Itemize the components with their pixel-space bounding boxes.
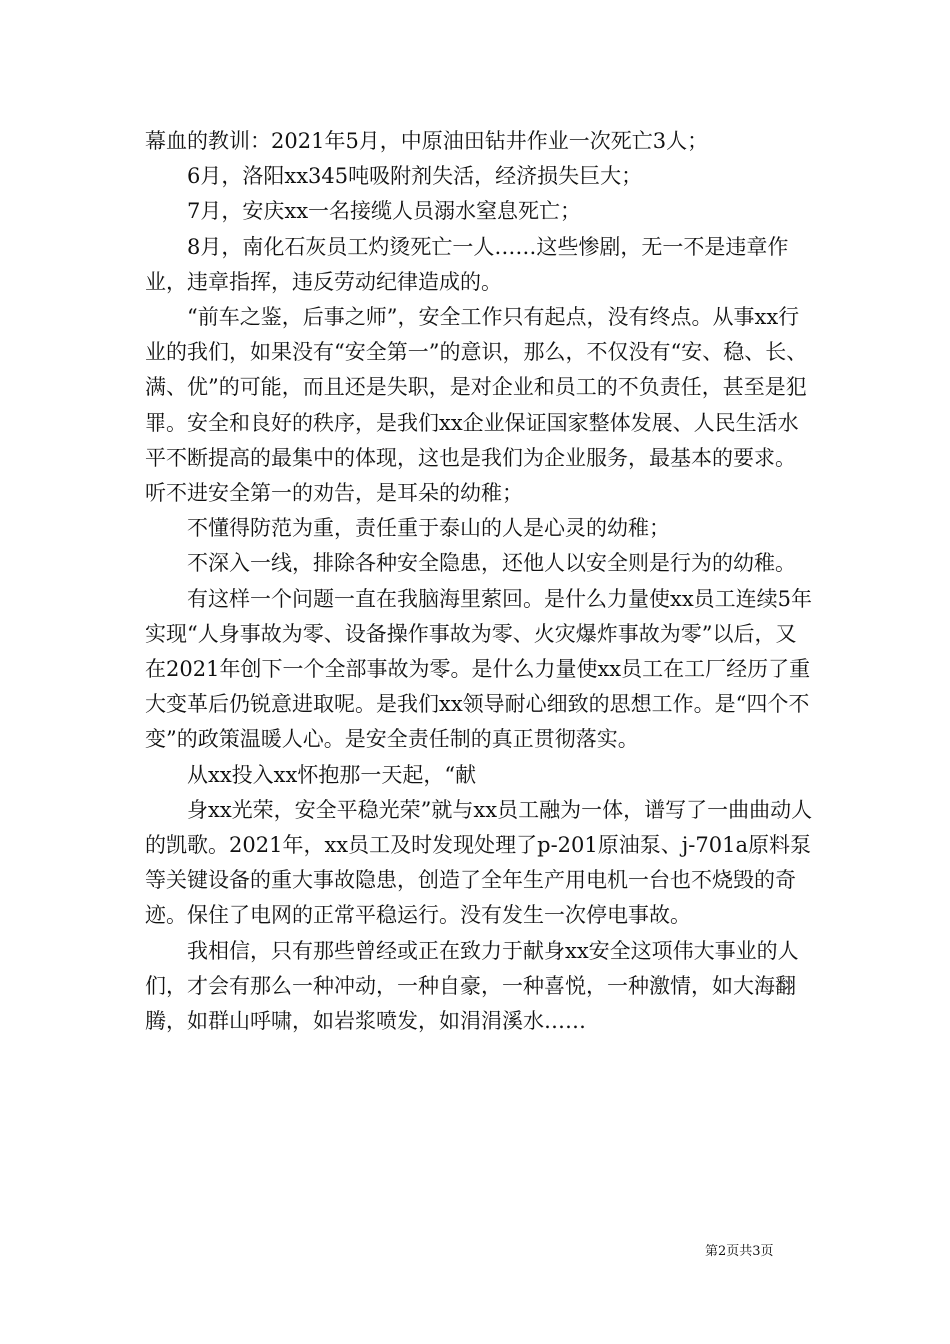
document-body bbox=[145, 124, 815, 1039]
paragraph-3: 7月，安庆xx一名接缆人员溺水窒息死亡； bbox=[187, 199, 582, 224]
paragraph-8: 有这样一个问题一直在我脑海里萦回。是什么力量使xx员工连续5年实现“人身事故为零、设备操作事故为零、火灾爆炸事故为零”以后，又在2021年创下一个全部事故为零。是什么力量使xx员工在工厂经历了重大变革后仍锐意进取呢。是我们xx领导耐心细致的思想工作。是“四个不变”的政策温暖人心。是安全责任制的真正贯彻落实。 bbox=[145, 586, 813, 752]
page-number-footer: 第2页共3页 bbox=[705, 1244, 774, 1259]
paragraph-5: “前车之鉴，后事之师”，安全工作只有起点，没有终点。从事xx行业的我们，如果没有“安全第一”的意识，那么，不仅没有“安、稳、长、满、优”的可能，而且还是失职，是对企业和员工的不负责任，甚至是犯罪。安全和良好的秩序，是我们xx企业保证国家整体发展、人民生活水平不断提高的最集中的体现，这也是我们为企业服务，最基本的要求。听不进安全第一的劝告，是耳朵的幼稚； bbox=[145, 305, 808, 506]
paragraph-2: 6月，洛阳xx345吨吸附剂失活，经济损失巨大； bbox=[187, 164, 643, 189]
paragraph-6: 不懂得防范为重，责任重于泰山的人是心灵的幼稚； bbox=[187, 516, 670, 541]
paragraph-7: 不深入一线，排除各种安全隐患，还他人以安全则是行为的幼稚。 bbox=[187, 551, 796, 576]
paragraph-11: 我相信，只有那些曾经或正在致力于献身xx安全这项伟大事业的人们，才会有那么一种冲动，一种自豪，一种喜悦，一种激情，如大海翻腾，如群山呼啸，如岩浆喷发，如涓涓溪水…… bbox=[145, 938, 799, 1034]
paragraph-9: 从xx投入xx怀抱那一天起，“献 bbox=[187, 762, 477, 787]
paragraph-10: 身xx光荣，安全平稳光荣”就与xx员工融为一体，谱写了一曲曲动人的凯歌。2021年，xx员工及时发现处理了p-201原油泵、j-701a原料泵等关键设备的重大事故隐患，创造了全年生产用电机一台也不烧毁的奇迹。保住了电网的正常平稳运行。没有发生一次停电事故。 bbox=[145, 797, 813, 928]
paragraph-1: 幕血的教训：2021年5月，中原油田钻井作业一次死亡3人； bbox=[145, 129, 709, 153]
paragraph-4: 8月，南化石灰员工灼烫死亡一人……这些惨剧，无一不是违章作业，违章指挥，违反劳动纪律造成的。 bbox=[145, 234, 789, 294]
